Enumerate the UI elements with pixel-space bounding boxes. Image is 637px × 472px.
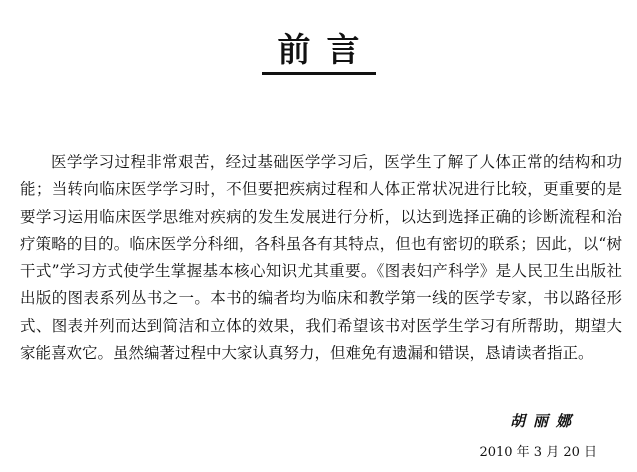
preface-body: 医学学习过程非常艰苦，经过基础医学学习后，医学生了解了人体正常的结构和功能；当转向临床医学学习时，不但要把疾病过程和人体正常状况进行比较，更重要的是要学习运用临床医学思维对疾病的发生发展进行分析，以达到选择正确的诊断流程和治疗策略的目的。临床医学分科细，各科虽各有其特点，但也有密切的联系；因此，以“树干式”学习方式使学生掌握基本核心知识尤其重要。《图表妇产科学》是人民卫生出版社出版的图表系列丛书之一。本书的编者均为临床和教学第一线的医学专家，书以路径形式、图表并列而达到简洁和立体的效果，我们希望该书对医学生学习有所帮助，期望大家能喜欢它。虽然编著过程中大家认真努力，但难免有遗漏和错误，恳请读者指正。 — [20, 153, 622, 363]
signature-date: 2010 年 3 月 20 日 — [479, 445, 597, 460]
author-signature: 胡丽娜 — [509, 412, 579, 430]
title-container — [0, 30, 637, 75]
page-title: 前言 — [262, 30, 376, 75]
